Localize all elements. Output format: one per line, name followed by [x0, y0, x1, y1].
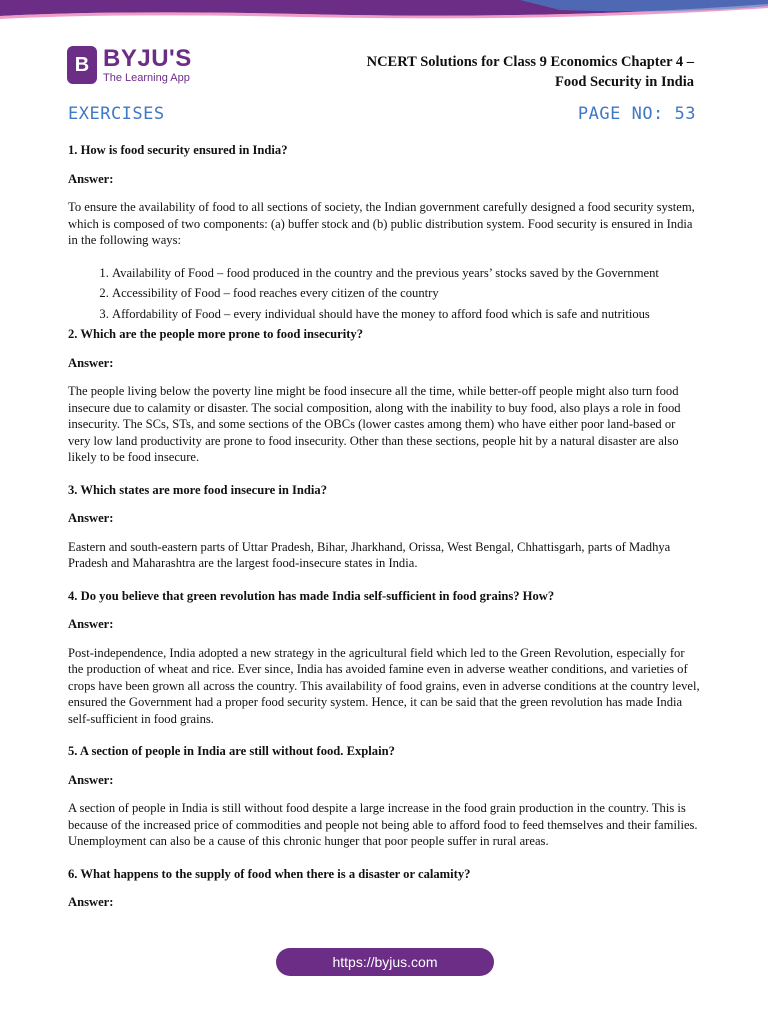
byjus-logo	[67, 46, 192, 84]
document-body	[68, 142, 700, 923]
question-5: 5. A section of people in India are still without food. Explain?	[68, 744, 395, 758]
question-1: 1. How is food security ensured in India?	[68, 143, 288, 157]
answer-3-text: Eastern and south-eastern parts of Uttar Pradesh, Bihar, Jharkhand, Orissa, West Bengal, Chhattisgarh, parts of Madhya Pradesh and Maharashtra are the largest food-insecure states in India.	[68, 539, 671, 570]
page-number-label: PAGE NO: 53	[577, 104, 696, 124]
list-item: 2. Accessibility of Food – food reaches every citizen of the country	[112, 285, 700, 302]
document-title	[367, 52, 694, 92]
answer-label: Answer:	[68, 171, 114, 186]
answer-label: Answer:	[68, 355, 114, 370]
document-title-line2: Food Security in India	[555, 74, 694, 90]
logo-name: BYJU'S	[103, 44, 192, 72]
answer-label: Answer:	[68, 772, 114, 787]
question-4: 4. Do you believe that green revolution has made India self-sufficient in food grains? How?	[68, 588, 555, 603]
answer-4-text: Post-independence, India adopted a new strategy in the agricultural field which led to the Green Revolution, especially for the production of wheat and rice. Ever since, India has avoided famine even in adverse weather conditions, and varieties of crops have been grown all across the country. This availability of food grains, even in adverse conditions at the country level, ensured the Government had a proper food security system. Hence, it can be said that the green revolution has made India self-sufficient in food grains.	[68, 645, 700, 726]
section-heading-exercises: EXERCISES	[68, 104, 165, 124]
question-6: 6. What happens to the supply of food when there is a disaster or calamity?	[68, 866, 471, 881]
logo-tagline: The Learning App	[103, 71, 190, 84]
answer-5-text: A section of people in India is still without food despite a large increase in the food grain production in the country. This is because of the increased price of commodities and people not being able to afford food to feed themselves and their families. Unemployment can also be a cause of this chronic hunger that poor people suffer in rural areas.	[68, 801, 698, 848]
question-2: 2. Which are the people more prone to food insecurity?	[68, 327, 364, 341]
document-title-line1: NCERT Solutions for Class 9 Economics Chapter 4 –	[366, 54, 694, 70]
logo-badge-icon: B	[67, 46, 97, 84]
top-decorative-band	[0, 0, 768, 22]
food-security-list	[68, 265, 700, 323]
answer-label: Answer:	[68, 895, 114, 909]
answer-1-text: To ensure the availability of food to all sections of society, the Indian government carefully designed a food security system, which is composed of two components: (a) buffer stock and (b) public distribution system. Food security is ensured in India in the following ways:	[68, 200, 695, 247]
footer-website-link[interactable]: https://byjus.com	[276, 948, 494, 976]
list-item: 1. Availability of Food – food produced in the country and the previous years’ stocks saved by the Government	[112, 265, 700, 282]
list-item: 3. Affordability of Food – every individual should have the money to afford food which is safe and nutritious	[112, 306, 700, 323]
answer-2-text: The people living below the poverty line might be food insecure all the time, while better-off people might also turn food insecure due to calamity or disaster. The social composition, along with the inability to buy food, also plays a role in food insecurity. The SCs, STs, and some sections of the OBCs (lower castes among them) who have either poor land-based or very low land productivity are prone to food insecurity. Other than these sections, people hit by a natural disaster are also likely to be food insecure.	[68, 384, 681, 464]
answer-label: Answer:	[68, 617, 114, 631]
question-3: 3. Which states are more food insecure in India?	[68, 482, 327, 497]
answer-label: Answer:	[68, 511, 114, 525]
